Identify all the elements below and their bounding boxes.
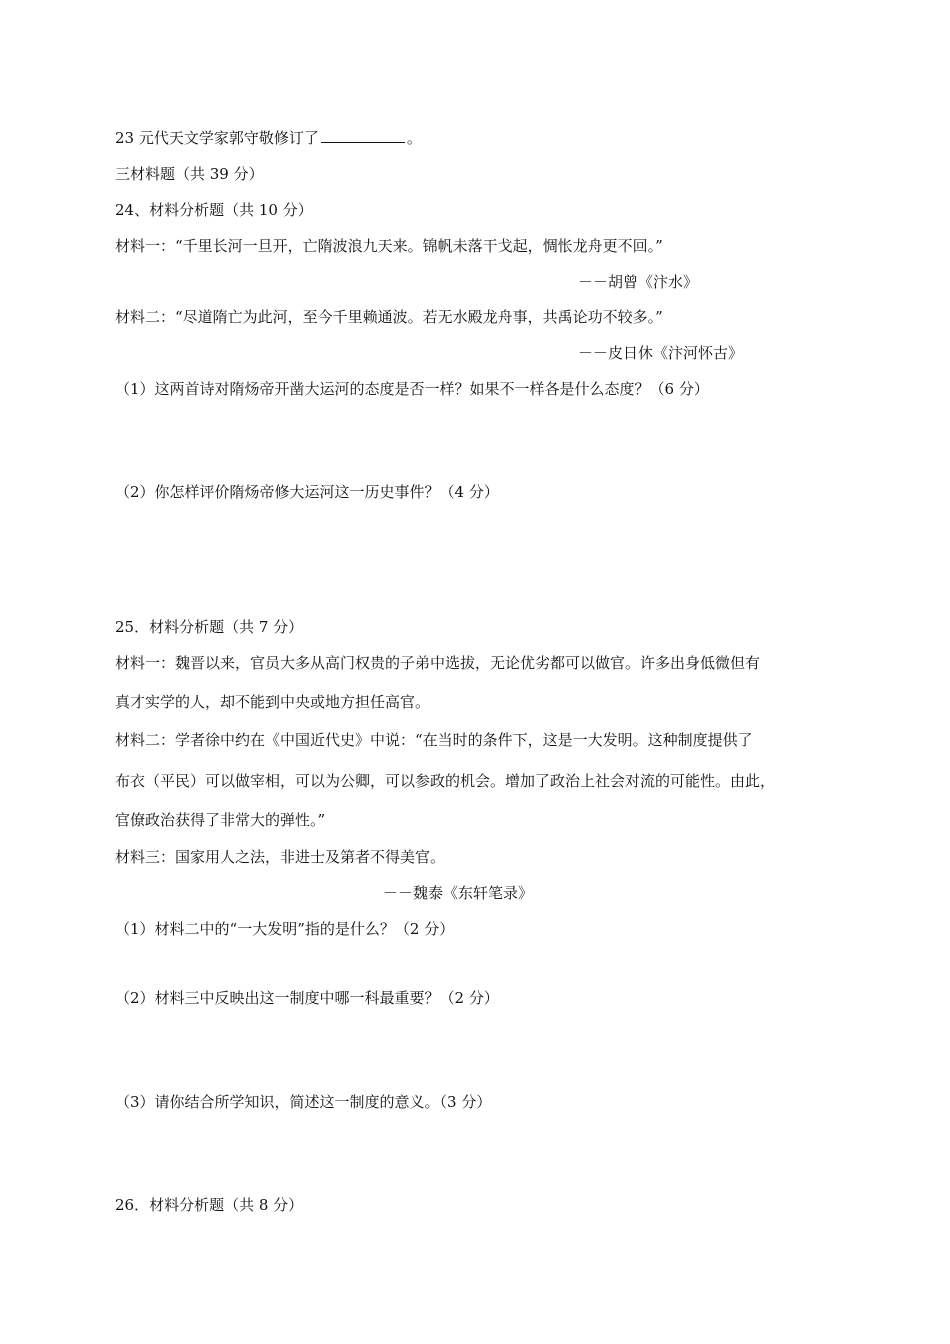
q24-material-2: 材料二：“尽道隋亡为此河，至今千里赖通波。若无水殿龙舟事，共禹论功不较多。” [115, 308, 663, 326]
question-24-title: 24、材料分析题（共 10 分） [115, 201, 313, 219]
q24-material-1-source: －－胡曾《汴水》 [578, 273, 699, 291]
q25-material-2-line-1: 材料二：学者徐中约在《中国近代史》中说：“在当时的条件下，这是一大发明。这种制度提供了 [115, 731, 753, 749]
q25-material-1-line-1: 材料一：魏晋以来，官员大多从高门权贵的子弟中选拔，无论优劣都可以做官。许多出身低微但有 [115, 654, 761, 672]
q25-material-3: 材料三：国家用人之法，非进士及第者不得美官。 [115, 848, 446, 866]
question-23 [115, 128, 422, 148]
q25-question-1: （1）材料二中的“一大发明”指的是什么？（2 分） [115, 920, 455, 938]
q25-question-3: （3）请你结合所学知识，简述这一制度的意义。（3 分） [115, 1093, 492, 1111]
q25-material-2-line-2: 布衣（平民）可以做宰相，可以为公卿，可以参政的机会。增加了政治上社会对流的可能性。由此， [115, 772, 776, 790]
q24-question-1: （1）这两首诗对隋炀帝开凿大运河的态度是否一样？如果不一样各是什么态度？（6 分） [115, 380, 709, 398]
question-25-title: 25．材料分析题（共 7 分） [115, 618, 304, 636]
q25-material-2-line-3: 官僚政治获得了非常大的弹性。” [115, 811, 326, 829]
q25-material-1-line-2: 真才实学的人，却不能到中央或地方担任高官。 [115, 693, 431, 711]
answer-blank[interactable] [321, 128, 405, 143]
q24-material-2-source: －－皮日休《汴河怀古》 [578, 344, 744, 362]
question-23-end: 。 [406, 129, 422, 147]
q25-question-2: （2）材料三中反映出这一制度中哪一科最重要？（2 分） [115, 989, 499, 1007]
q25-material-3-source: －－魏泰《东轩笔录》 [383, 884, 534, 902]
q24-material-1: 材料一：“千里长河一旦开，亡隋波浪九天来。锦帆未落干戈起，惆怅龙舟更不回。” [115, 237, 663, 255]
q24-question-2: （2）你怎样评价隋炀帝修大运河这一历史事件？（4 分） [115, 483, 499, 501]
question-26-title: 26．材料分析题（共 8 分） [115, 1196, 304, 1214]
section-3-title: 三材料题（共 39 分） [115, 165, 264, 183]
question-23-text: 23 元代天文学家郭守敬修订了 [115, 129, 319, 147]
